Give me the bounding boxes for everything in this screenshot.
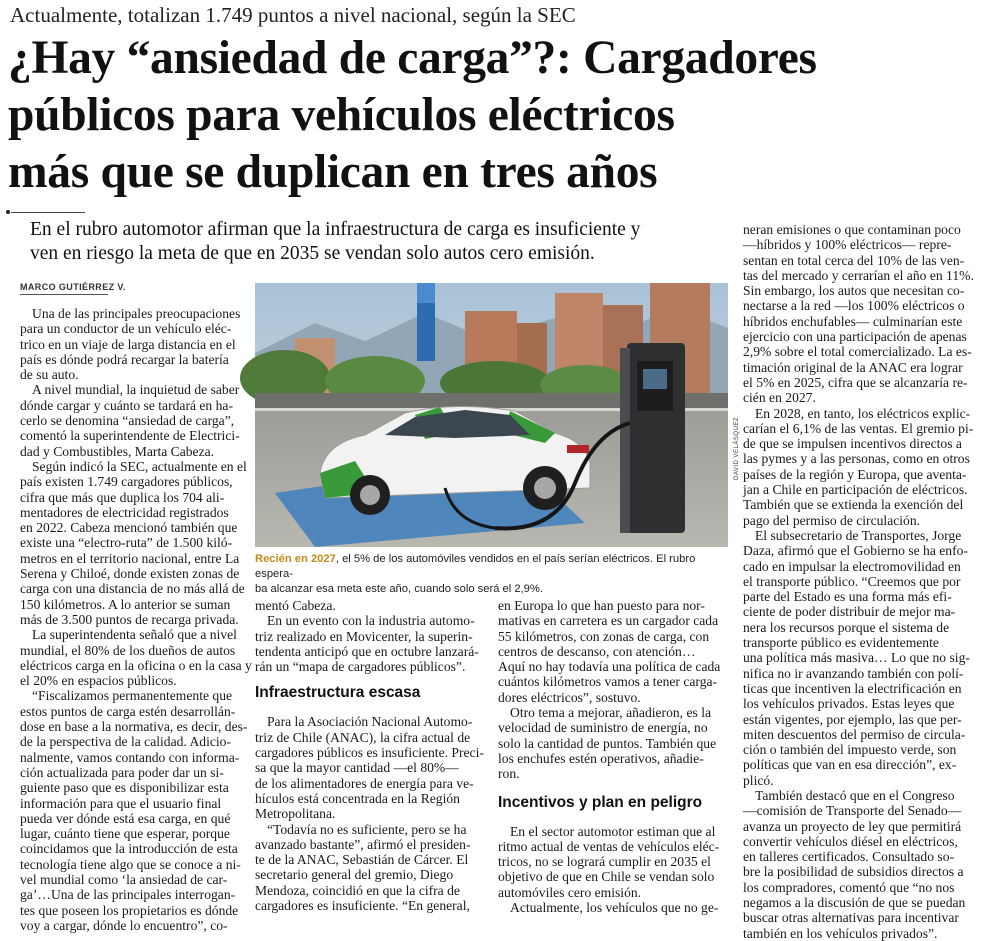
text-line: cerlo se denomina “ansiedad de carga”, [20,413,235,429]
text-line: transporte público es evidentemente [743,635,939,651]
text-line: Aquí no hay todavía una política de cada [498,659,721,675]
text-line: velocidad de suministro de energía, no [498,720,708,736]
text-line: avanza un proyecto de ley que permitirá [743,818,962,834]
text-line: plicó. [743,772,774,788]
byline-rule [20,294,108,295]
text-line: Una de las principales preocupaciones [32,306,241,321]
text-line: También que se extienda la exención del [743,497,964,513]
text-line: Actualmente, los vehículos que no ge- [510,900,719,916]
electric-car-charging-photo [255,283,728,547]
photo-illustration [255,283,728,547]
text-line: Sin embargo, los autos que necesitan co- [743,283,965,299]
text-line: buscar otras alternativas para incentivar [743,910,959,926]
text-line: 2,9% sobre el total comercializado. La es- [743,344,972,360]
text-line: dónde cargar y cuánto se tardará en ha- [20,397,233,413]
text-line: los compradores, comentó que “no nos [743,879,955,895]
photo-credit: DAVID VELÁSQUEZ [734,416,740,480]
text-line: ciente de poder distribuir de mejor ma- [743,604,956,620]
text-line: mentadores de electricidad registrados [20,504,229,520]
text-line: miten descuentos del permiso de circula- [743,726,966,742]
text-line: ron. [498,766,520,782]
text-line: solo la cantidad de puntos. También que [498,735,717,751]
text-line: ga’…Una de las principales interrogan- [20,887,236,903]
subhead-infraestructura: Infraestructura escasa [255,684,421,702]
text-line: dores eléctricos”, sostuvo. [498,689,641,705]
headline-line: ¿Hay “ansiedad de carga”?: Cargadores [8,32,817,84]
text-line: están vigentes, por ejemplo, las que per- [743,711,962,727]
text-line: —híbridos y 100% eléctricos— repre- [743,237,952,253]
text-line: el transporte público. “Creemos que por [743,573,961,589]
text-line: ción o también del impuesto verde, son [743,742,957,758]
text-line: pueda ver dónde está esa carga, en qué [20,810,231,826]
text-line: neran emisiones o que contaminan poco [743,222,961,237]
lead-line: En el rubro automotor afirman que la infraestructura de carga es insuficiente y [30,219,641,240]
photo-caption [255,552,730,597]
text-line: país existen 1.749 cargadores públicos, [20,474,233,490]
text-line: también en los vehículos privados”. [743,925,938,941]
text-line: Para la Asociación Nacional Automo- [267,714,473,730]
text-line: 150 kilómetros. A lo anterior se suman [20,596,231,612]
text-line: pago del permiso de circulación. [743,512,921,528]
text-line: 55 kilómetros, con zonas de carga, con [498,628,710,644]
text-line: voy a cargar, dónde lo encuentro”, co- [20,917,228,933]
text-line: dose en base a la normativa, es decir, des- [20,719,248,735]
text-line: En un evento con la industria automo- [267,613,475,629]
text-line: políticas que van en esa dirección”, ex- [743,757,957,773]
headline-line: más que se duplican en tres años [8,146,658,198]
caption-lead-in: Recién en 2027 [255,553,336,565]
text-line: bre la posibilidad de subsidios directos a [743,864,964,880]
text-line: También destacó que en el Congreso [755,787,955,803]
text-line: “Todavía no es suficiente, pero se ha [267,821,467,837]
text-line: rán un “mapa de cargadores públicos”. [255,659,466,675]
text-line: secretario general del gremio, Diego [255,867,454,883]
subhead-incentivos: Incentivos y plan en peligro [498,793,703,811]
text-line: “Fiscalizamos permanentemente que [32,688,233,704]
text-line: cargadores públicos es insuficiente. Preci- [255,745,484,761]
column-4 [743,222,975,941]
headline [8,30,973,201]
text-line: centros de descanso, con atención… [498,643,696,659]
text-line: eléctricos carga en la oficina o en la casa y [20,657,252,673]
text-line: el 5% en 2025, cifra que se alcanzaría re- [743,374,968,390]
text-line: mentó Cabeza. [255,598,336,613]
lead-line: ven en riesgo la meta de que en 2035 se vendan solo autos cero emisión. [30,243,595,264]
text-line: el 20% en espacios públicos. [20,673,177,689]
text-line: coincidamos que la introducción de esta [20,841,238,857]
text-line: Según indicó la SEC, actualmente en el [32,458,247,474]
text-line: en talleres certificados. Consultado so- [743,849,955,865]
text-line: ticas que incentiven la electrificación en [743,680,962,696]
text-line: parte del Estado es una forma más efi- [743,589,952,605]
text-line: Mendoza, coincidió en que la cifra de [255,882,460,898]
text-line: cado en impulsar la electromovilidad en [743,558,961,574]
text-line: trico en un viaje de larga distancia en el [20,336,236,352]
text-line: para un conductor de un vehículo eléc- [20,321,232,337]
column-3 [498,598,730,915]
text-line: cargadores es insuficiente. “En general, [255,898,470,914]
text-line: estos puntos de carga estén desarrollán- [20,703,236,719]
text-line: países de la región y Europa, que aventa- [743,466,967,482]
text-line: tecnología tiene algo que se conoce a ni- [20,856,241,872]
text-line: cuántos kilómetros vamos a tener carga- [498,674,718,690]
text-line: El subsecretario de Transportes, Jorge [755,527,962,543]
lead-rule [11,212,85,213]
column-1 [20,306,252,933]
text-line: nera los recursos porque el sistema de [743,619,950,635]
text-line: La superintendenta señaló que a nivel [32,627,237,643]
text-line: tendenta anticipó que en octubre lanzará- [255,643,479,659]
text-line: Metropolitana. [255,806,336,822]
text-line: de los alimentadores de energía para ve- [255,775,474,791]
text-line: te de la ANAC, Sebastián de Cárcer. El [255,852,469,868]
text-line: Serena y Chiloé, donde existen zonas de [20,566,240,582]
text-line: En 2028, en tanto, los eléctricos explic- [755,405,971,421]
text-line: ritmo actual de ventas de vehículos eléc- [498,838,720,854]
lead-paragraph [30,218,730,266]
text-line: metros en el territorio nacional, entre La [20,550,240,566]
headline-line: públicos para vehículos eléctricos [8,89,675,141]
text-line: tas del mercado y cerrarían el año en 11%. [743,267,974,283]
lead-bullet [6,210,10,214]
text-line: jan a Chile en participación de eléctricos. [743,482,968,498]
kicker: Actualmente, totalizan 1.749 puntos a nivel nacional, según la SEC [10,3,576,27]
text-line: objetivo de que en Chile se vendan solo [498,869,715,885]
text-line: dad y Combustibles, Marta Cabeza. [20,443,215,459]
text-line: avanzado bastante”, afirmó el presiden- [255,836,471,852]
text-line: las pymes y a las personas, como en otros [743,451,970,467]
caption-text: , el 5% de los automóviles vendidos en el país serían eléctricos. El rubro espera- [255,553,696,580]
text-line: mundial, el 80% de los dueños de autos [20,642,236,658]
text-line: nectarse a la red —los 100% eléctricos o [743,298,965,314]
caption-text-2: ba alcanzar esa meta este año, cuando solo será el 2,9%. [255,583,543,595]
text-line: negamos a la discusión de que se puedan [743,895,966,911]
text-line: existe una “electro-ruta” de 1.500 kiló- [20,535,233,551]
text-line: carían el 6,1% de las ventas. El gremio pi- [743,420,974,436]
text-line: más de 3.500 puntos de recarga privada. [20,611,239,627]
text-line: de que se impulsen incentivos directos a [743,436,962,452]
text-line: información para que el usuario final [20,795,222,811]
text-line: nifica no ir avanzando también con polí- [743,665,964,681]
text-line: triz de Chile (ANAC), la cifra actual de [255,729,471,745]
text-line: de su auto. [20,367,79,383]
text-line: país es dónde podrá recargar la batería [20,351,229,367]
text-line: Daza, afirmó que el Gobierno se ha enfo- [743,543,968,559]
text-line: tes que poseen los propietarios es dónde [20,902,239,918]
text-line: carga con una distancia de no más allá de [20,581,245,597]
text-line: guiente paso que es disponibilizar esta [20,780,229,796]
text-line: vel mundial como ‘la ansiedad de car- [20,871,228,887]
text-line: A nivel mundial, la inquietud de saber [32,382,240,398]
text-line: en 2022. Cabeza mencionó también que [20,520,238,536]
text-line: cién en 2027. [743,390,816,406]
text-line: nalmente, vamos contando con informa- [20,749,240,765]
text-line: convertir vehículos diésel en eléctricos, [743,833,958,849]
text-line: una política más masiva… Lo que no sig- [743,650,970,666]
text-line: hículos está concentrada en la Región [255,790,460,806]
text-line: tricos, no se logrará cumplir en 2035 el [498,854,711,870]
text-line: los vehículos privados. Estas leyes que [743,696,955,712]
text-line: En el sector automotor estiman que al [510,823,716,839]
text-line: lugar, cuánto tiene que esperar, porque [20,826,230,842]
text-line: —comisión de Transporte del Senado— [743,803,962,819]
text-line: triz realizado en Movicenter, la superin- [255,628,473,644]
text-line: sa que la mayor cantidad —el 80%— [255,760,459,776]
text-line: en Europa lo que han puesto para nor- [498,598,705,613]
text-line: mativas en carretera es un cargador cada [498,613,719,629]
column-2 [255,598,487,913]
text-line: sentan en total cerca del 10% de las ven- [743,252,965,268]
text-line: automóviles cero emisión. [498,884,642,900]
byline: MARCO GUTIÉRREZ V. [20,282,126,292]
text-line: comentó la superintendente de Electrici- [20,428,240,444]
text-line: timación original de la ANAC era lograr [743,359,963,375]
text-line: de la perspectiva de la calidad. Adicio- [20,734,231,750]
text-line: los enchufes estén operativos, añadie- [498,750,704,766]
text-line: ción actualizada para poder dar un si- [20,764,224,780]
text-line: cifra que más que duplica los 704 ali- [20,489,225,505]
text-line: híbridos enchufables— culminarían este [743,313,963,329]
text-line: Otro tema a mejorar, añadieron, es la [510,705,712,721]
text-line: ejercicio con una participación de apenas [743,329,967,345]
